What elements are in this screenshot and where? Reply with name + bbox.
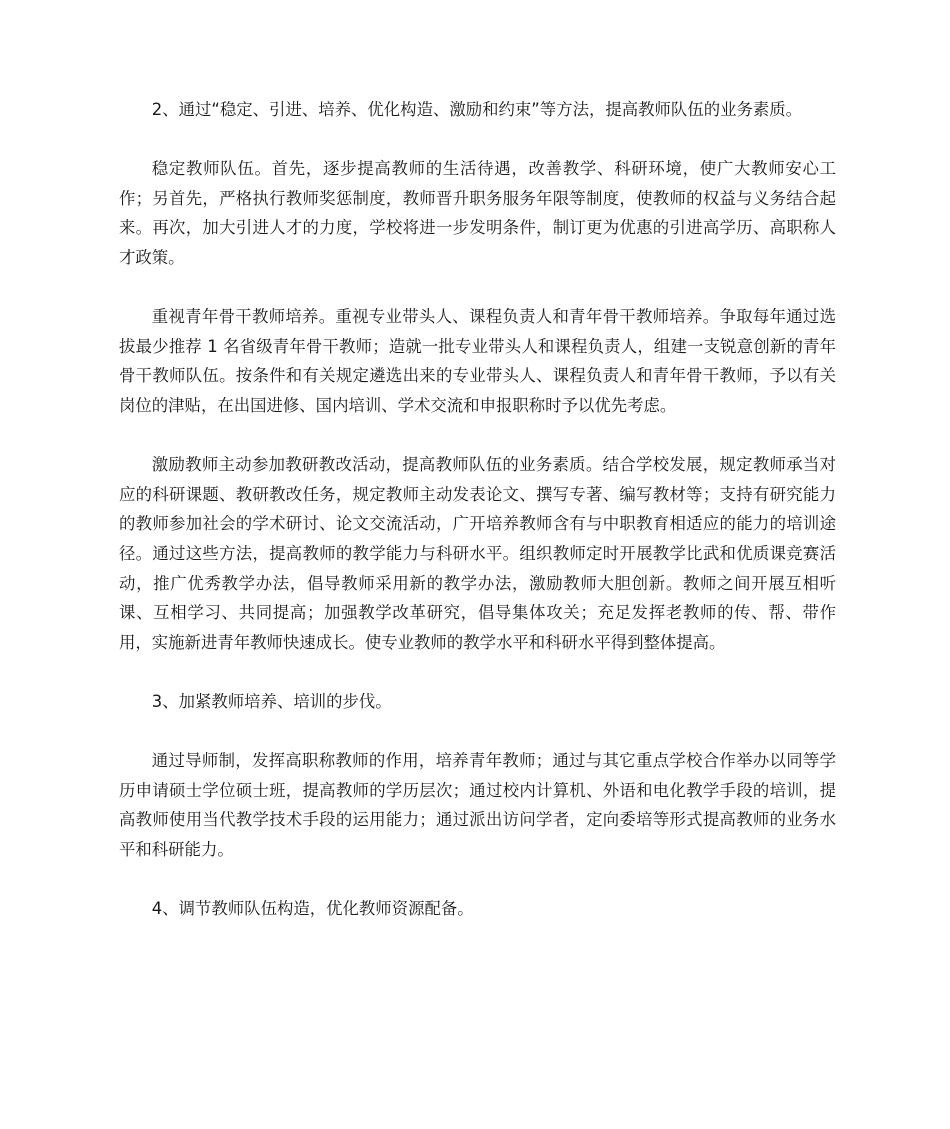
paragraph-mentorship: 通过导师制，发挥高职称教师的作用，培养青年教师；通过与其它重点学校合作举办以同等学历申请硕士学位硕士班，提高教师的学历层次；通过校内计算机、外语和电化教学手段的培训，提高教师使用当代教学技术手段的运用能力；通过派出访问学者，定向委培等形式提高教师的业务水平和科研能力。 [119,751,836,859]
paragraph-item-2-stabilize: 2、通过“稳定、引进、培养、优化构造、激励和约束”等方法，提高教师队伍的业务素质。 [151,100,803,119]
paragraph-item-4-structure: 4、调节教师队伍构造，优化教师资源配备。 [151,899,474,919]
paragraph-stabilize-teachers: 稳定教师队伍。首先，逐步提高教师的生活待遇，改善教学、科研环境，使广大教师安心工作；另首先，严格执行教师奖惩制度，教师晋升职务服务年限等制度，使教师的权益与义务结合起来。再次，加大引进人才的力度，学校将进一步发明条件，制订更为优惠的引进高学历、高职称人才政策。 [119,159,836,267]
document-page [119,95,836,953]
paragraph-young-backbone-teachers: 重视青年骨干教师培养。重视专业带头人、课程负责人和青年骨干教师培养。争取每年通过选拔最少推荐 1 名省级青年骨干教师；造就一批专业带头人和课程负责人，组建一支锐意创新的青年骨干教师队伍。按条件和有关规定遴选出来的专业带头人、课程负责人和青年骨干教师，予以有关岗位的津贴，在出国进修、国内培训、学术交流和申报职称时予以优先考虑。 [119,307,836,415]
paragraph-item-3-training: 3、加紧教师培养、培训的步伐。 [151,691,392,711]
paragraph-encourage-research: 激励教师主动参加教研教改活动，提高教师队伍的业务素质。结合学校发展，规定教师承当对应的科研课题、教研教改任务，规定教师主动发表论文、撰写专著、编写教材等；支持有研究能力的教师参加社会的学术研讨、论文交流活动，广开培养教师含有与中职教育相适应的能力的培训途径。通过这些方法，提高教师的教学能力与科研水平。组织教师定时开展教学比武和优质课竞赛活动，推广优秀教学办法，倡导教师采用新的教学办法，激励教师大胆创新。教师之间开展互相听课、互相学习、共同提高；加强教学改革研究，倡导集体攻关；充足发挥老教师的传、帮、带作用，实施新进青年教师快速成长。使专业教师的教学水平和科研水平得到整体提高。 [119,455,836,652]
